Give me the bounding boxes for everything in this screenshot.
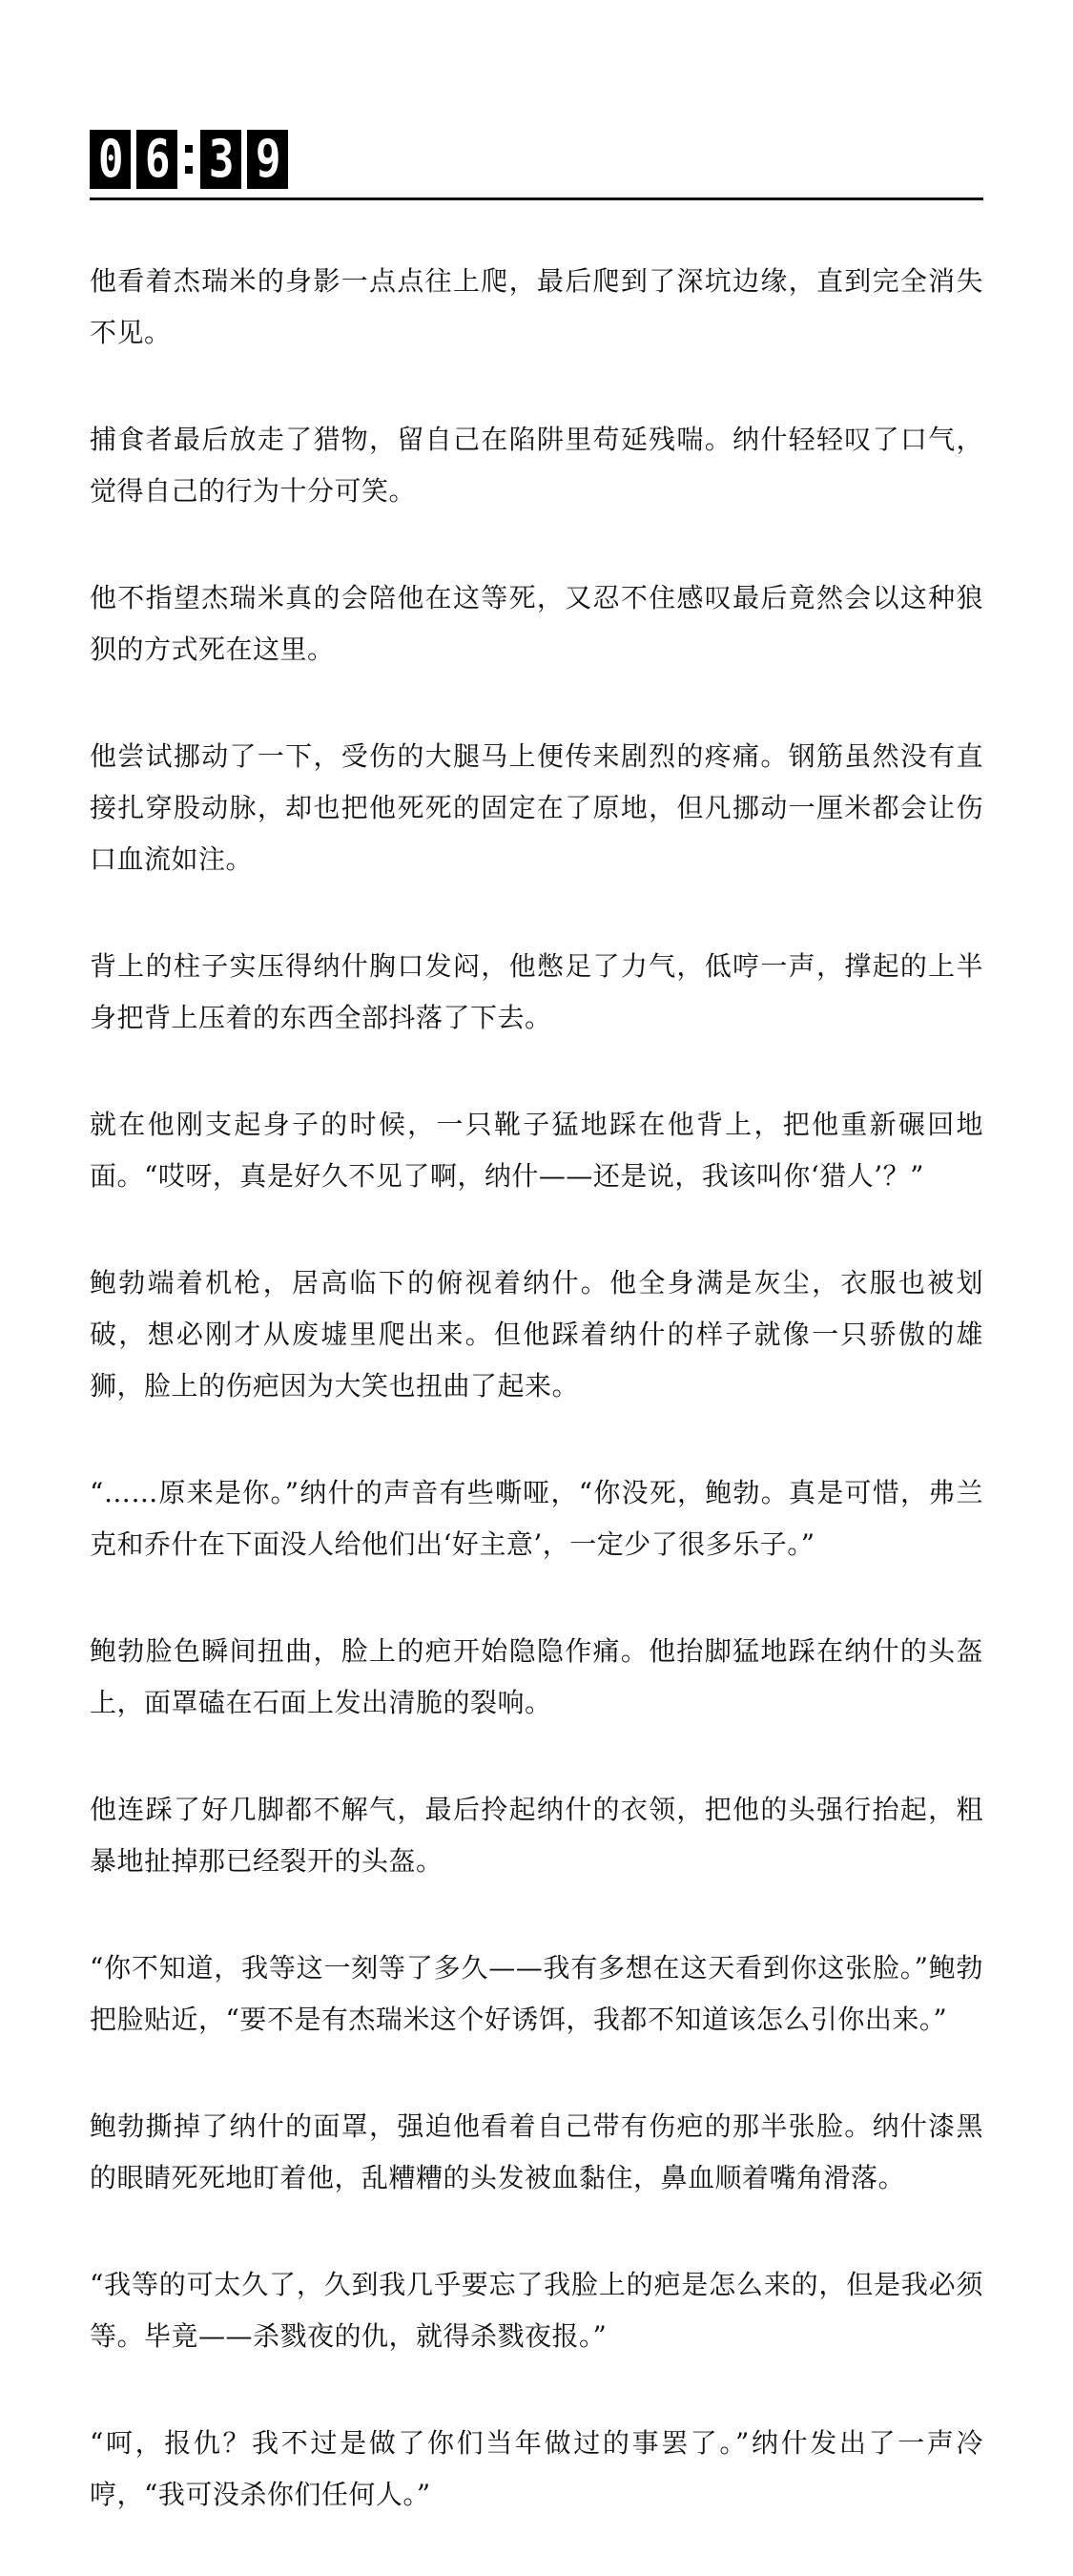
paragraph: 鲍勃脸色瞬间扭曲，脸上的疤开始隐隐作痛。他抬脚猛地踩在纳什的头盔上，面罩磕在石面上发出清脆的裂响。	[90, 1635, 983, 1718]
paragraph: 捕食者最后放走了猎物，留自己在陷阱里苟延残喘。纳什轻轻叹了口气，觉得自己的行为十分可笑。	[90, 424, 983, 507]
header-divider	[90, 197, 983, 200]
colon-dot	[185, 166, 193, 174]
clock-display	[90, 130, 983, 189]
header	[90, 130, 983, 198]
clock-digit-text: 0	[97, 129, 123, 189]
clock-digit-text: 6	[144, 129, 170, 189]
colon-dot	[185, 145, 193, 153]
paragraph: “呵，报仇？我不过是做了你们当年做过的事罢了。”纳什发出了一声冷哼，“我可没杀你们任何人。”	[90, 2427, 983, 2510]
paragraph: 他不指望杰瑞米真的会陪他在这等死，又忍不住感叹最后竟然会以这种狼狈的方式死在这里。	[90, 582, 983, 665]
paragraph: 他看着杰瑞米的身影一点点往上爬，最后爬到了深坑边缘，直到完全消失不见。	[90, 265, 983, 348]
paragraph: 背上的柱子实压得纳什胸口发闷，他憋足了力气，低哼一声，撑起的上半身把背上压着的东西全部抖落了下去。	[90, 950, 983, 1033]
paragraph: 鲍勃端着机枪，居高临下的俯视着纳什。他全身满是灰尘，衣服也被划破，想必刚才从废墟里爬出来。但他踩着纳什的样子就像一只骄傲的雄狮，脸上的伤疤因为大笑也扭曲了起来。	[90, 1267, 983, 1402]
story-text	[90, 256, 983, 2576]
clock-digit-text: 9	[255, 129, 280, 189]
paragraph: 就在他刚支起身子的时候，一只靴子猛地踩在他背上，把他重新碾回地面。“哎呀，真是好久不见了啊，纳什——还是说，我该叫你‘猎人’？”	[90, 1109, 983, 1192]
clock-digit-text: 3	[208, 129, 234, 189]
paragraph: 他尝试挪动了一下，受伤的大腿马上便传来剧烈的疼痛。钢筋虽然没有直接扎穿股动脉，却也把他死死的固定在了原地，但凡挪动一厘米都会让伤口血流如注。	[90, 740, 983, 875]
clock-colon	[183, 130, 195, 189]
clock-digit-hour-ones	[136, 130, 177, 189]
clock-digit-hour-tens	[90, 130, 131, 189]
paragraph: 他连踩了好几脚都不解气，最后拎起纳什的衣领，把他的头强行抬起，粗暴地扯掉那已经裂开的头盔。	[90, 1794, 983, 1877]
clock-digit-minute-ones	[247, 130, 288, 189]
paragraph: “你不知道，我等这一刻等了多久——我有多想在这天看到你这张脸。”鲍勃把脸贴近，“要不是有杰瑞米这个好诱饵，我都不知道该怎么引你出来。”	[90, 1952, 983, 2035]
paragraph: “……原来是你。”纳什的声音有些嘶哑，“你没死，鲍勃。真是可惜，弗兰克和乔什在下面没人给他们出‘好主意’，一定少了很多乐子。”	[90, 1477, 983, 1560]
clock-digit-minute-tens	[200, 130, 241, 189]
paragraph: 鲍勃撕掉了纳什的面罩，强迫他看着自己带有伤疤的那半张脸。纳什漆黑的眼睛死死地盯着他，乱糟糟的头发被血黏住，鼻血顺着嘴角滑落。	[90, 2110, 983, 2193]
paragraph: “我等的可太久了，久到我几乎要忘了我脸上的疤是怎么来的，但是我必须等。毕竟——杀戮夜的仇，就得杀戮夜报。”	[90, 2269, 983, 2352]
